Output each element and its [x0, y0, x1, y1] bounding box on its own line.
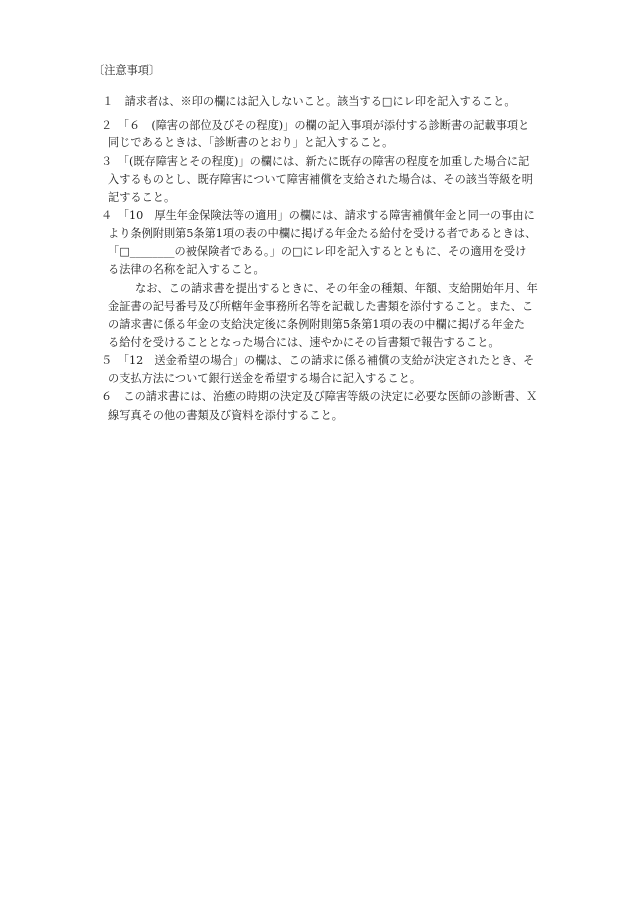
note-line: 入するものとし、既存障害について障害補償を支給された場合は、その該当等級を明: [108, 173, 533, 186]
note-line: ３ 「(既存障害とその程度)」の欄には、新たに既存の障害の程度を加重した場合に記: [101, 155, 530, 168]
note-line: なお、この請求書を提出するときに、その年金の種類、年額、支給開始年月、年: [135, 282, 538, 295]
note-line: ２ 「６ (障害の部位及びその程度)」の欄の記入事項が添付する診断書の記載事項と: [101, 119, 530, 132]
note-line: の支払方法について銀行送金を希望する場合に記入すること。: [108, 372, 422, 385]
note-line: 金証書の記号番号及び所轄年金事務所名等を記載した書類を添付すること。また、こ: [108, 300, 534, 313]
note-line: ６ この請求書には、治癒の時期の決定及び障害等級の決定に必要な医師の診断書、Ｘ: [101, 390, 538, 403]
note-line: １ 請求者は、※印の欄には記入しないこと。該当する□にレ印を記入すること。: [91, 95, 516, 108]
note-line: 記すること。: [108, 191, 176, 204]
note-line: より条例附則第5条第1項の表の中欄に掲げる年金たる給付を受ける者であるときは、: [108, 227, 537, 240]
note-line: 「□________の被保険者である。」の□にレ印を記入するとともに、その適用を受け: [108, 245, 527, 258]
note-line: る法律の名称を記入すること。: [108, 263, 265, 276]
note-line: ５ 「12 送金希望の場合」の欄は、この請求に係る補償の支給が決定されたとき、そ: [101, 354, 535, 367]
note-line: 線写真その他の書類及び資料を添付すること。: [108, 409, 343, 422]
notes-heading: 〔注意事項〕: [93, 64, 161, 77]
note-line: る給付を受けることとなった場合には、速やかにその旨書類で報告すること。: [108, 336, 500, 349]
note-line: 同じであるときは、「診断書のとおり」と記入すること。: [108, 136, 394, 149]
note-line: の請求書に係る年金の支給決定後に条例附則第5条第1項の表の中欄に掲げる年金た: [108, 318, 525, 331]
note-line: ４ 「10 厚生年金保険法等の適用」の欄には、請求する障害補償年金と同一の事由に: [101, 209, 535, 222]
